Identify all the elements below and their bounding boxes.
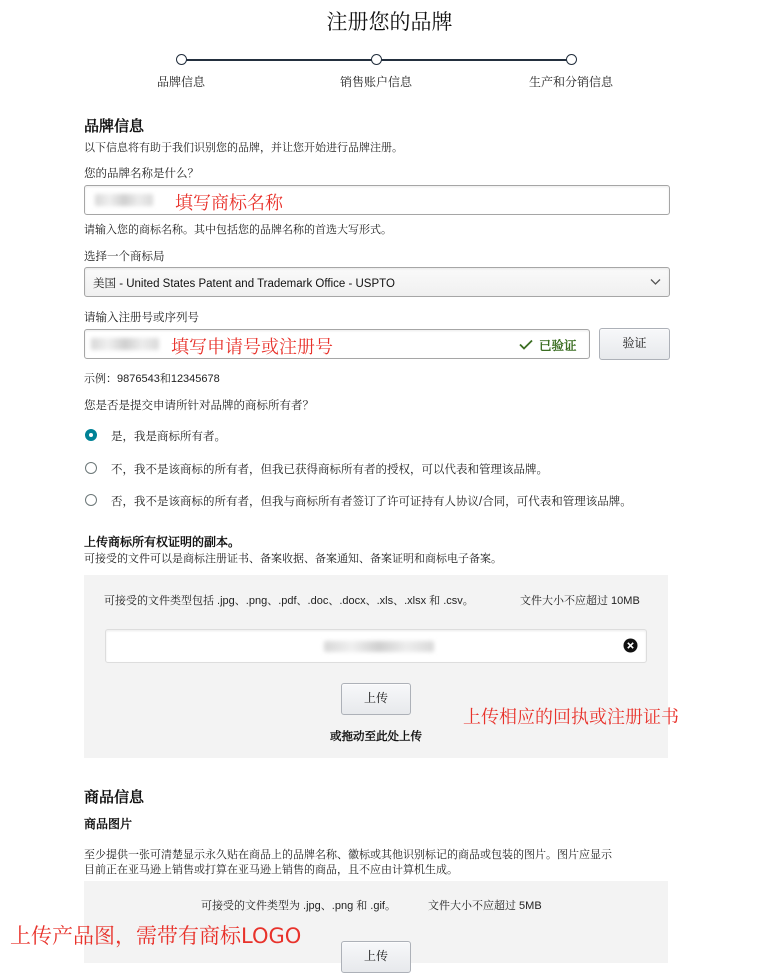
trademark-office-select[interactable] xyxy=(84,267,670,297)
upload-proof-size-limit: 文件大小不应超过 10MB xyxy=(520,595,640,607)
check-icon xyxy=(519,339,533,350)
product-size-limit: 文件大小不应超过 5MB xyxy=(428,900,542,912)
chevron-down-icon xyxy=(650,278,661,286)
upload-proof-dropzone[interactable] xyxy=(84,575,668,758)
brand-name-hint: 请输入您的商标名称。其中包括您的品牌名称的首选大写形式。 xyxy=(84,224,392,236)
step-2-dot[interactable] xyxy=(371,54,382,65)
annotation-certificate: 上传相应的回执或注册证书 xyxy=(463,707,679,728)
upload-proof-button[interactable]: 上传 xyxy=(341,683,411,715)
annotation-registration-number: 填写申请号或注册号 xyxy=(171,337,333,358)
page-title: 注册您的品牌 xyxy=(326,11,453,34)
owner-option-licensee-radio[interactable] xyxy=(85,494,97,506)
registration-number-input[interactable] xyxy=(84,329,590,359)
product-section-heading: 商品信息 xyxy=(84,789,145,806)
owner-option-yes-label[interactable]: 是，我是商标所有者。 xyxy=(111,431,226,443)
product-file-types: 可接受的文件类型为 .jpg、.png 和 .gif。 xyxy=(201,900,396,912)
owner-option-authorized-radio[interactable] xyxy=(85,462,97,474)
drag-to-upload-text: 或拖动至此处上传 xyxy=(330,731,422,743)
verified-status: 已验证 xyxy=(539,339,577,353)
owner-option-licensee-label[interactable]: 否，我不是该商标的所有者，但我与商标所有者签订了许可证持有人协议/合同，可代表和管理该品牌。 xyxy=(111,496,632,508)
redacted-brand-name xyxy=(95,194,153,206)
registration-number-label: 请输入注册号或序列号 xyxy=(84,312,199,324)
remove-file-icon[interactable] xyxy=(623,638,638,653)
step-3-label: 生产和分销信息 xyxy=(528,75,613,89)
trademark-office-value: 美国 - United States Patent and Trademark Office - USPTO xyxy=(93,278,395,290)
redacted-file-name xyxy=(324,641,434,652)
redacted-registration-number xyxy=(91,338,159,350)
brand-name-question: 您的品牌名称是什么？ xyxy=(84,168,199,180)
step-1-label: 品牌信息 xyxy=(156,75,205,89)
upload-proof-heading: 上传商标所有权证明的副本。 xyxy=(84,535,241,549)
trademark-office-label: 选择一个商标局 xyxy=(84,251,165,263)
brand-name-input[interactable] xyxy=(84,185,670,215)
brand-section-heading: 品牌信息 xyxy=(84,118,145,135)
product-images-subheading: 商品图片 xyxy=(84,817,133,831)
product-upload-button[interactable]: 上传 xyxy=(341,941,411,973)
owner-question: 您是否是提交申请所针对品牌的商标所有者？ xyxy=(84,400,314,412)
brand-intro-text: 以下信息将有助于我们识别您的品牌，并让您开始进行品牌注册。 xyxy=(84,142,403,154)
annotation-brand-name: 填写商标名称 xyxy=(175,193,283,214)
upload-proof-file-types: 可接受的文件类型包括 .jpg、.png、.pdf、.doc、.docx、.xls、.xlsx 和 .csv。 xyxy=(104,595,474,607)
step-1-dot[interactable] xyxy=(176,54,187,65)
owner-option-authorized-label[interactable]: 不，我不是该商标的所有者，但我已获得商标所有者的授权，可以代表和管理该品牌。 xyxy=(111,464,548,476)
uploaded-file-row xyxy=(105,629,647,663)
registration-example: 示例：9876543和12345678 xyxy=(84,373,220,385)
annotation-product-image: 上传产品图，需带有商标LOGO xyxy=(10,924,302,948)
product-image-description-line1: 至少提供一张可清楚显示永久贴在商品上的品牌名称、徽标或其他识别标记的商品或包装的图片。图片应显示 xyxy=(84,849,612,861)
step-3-dot[interactable] xyxy=(566,54,577,65)
owner-option-yes-radio[interactable] xyxy=(85,429,97,441)
step-2-label: 销售账户信息 xyxy=(339,75,412,89)
product-image-description-line2: 目前正在亚马逊上销售或打算在亚马逊上销售的商品，且不应由计算机生成。 xyxy=(84,864,458,876)
verify-button[interactable]: 验证 xyxy=(599,328,670,360)
upload-proof-subtext: 可接受的文件可以是商标注册证书、备案收据、备案通知、备案证明和商标电子备案。 xyxy=(84,553,502,565)
